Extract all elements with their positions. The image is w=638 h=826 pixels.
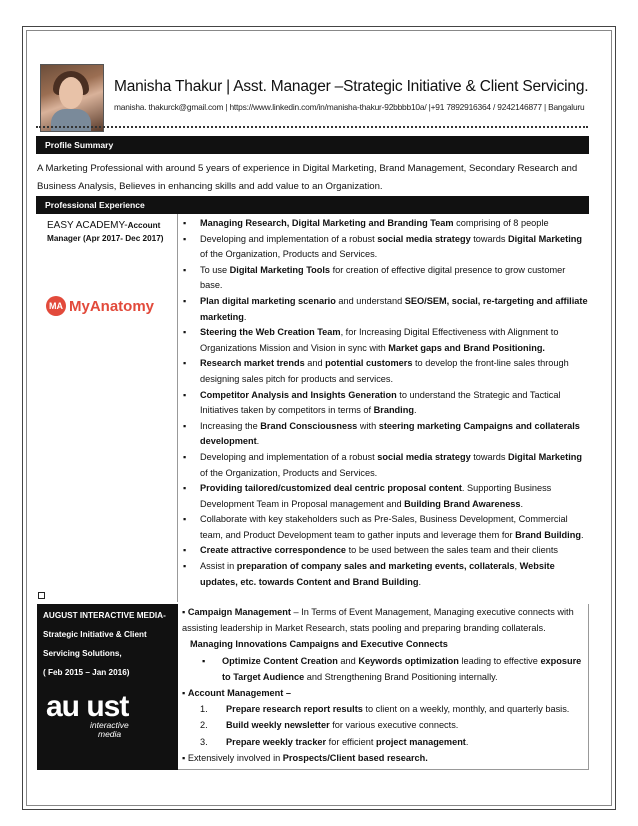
job1-bullet: ▪ Developing and implementation of a robust social media strategy towards Digital Marketing of the Organization, Products and Services. — [178, 450, 589, 481]
job2-details — [178, 604, 589, 766]
prospects-research: ▪ Extensively involved in Prospects/Client based research. — [182, 752, 428, 763]
campaign-management: ▪ Campaign Management – In Terms of Event Management, Managing executive connects with assisting leadership in Market Research, stats pooling and preparing branding collaterals. — [182, 607, 574, 634]
job1-bullet: ▪ Increasing the Brand Consciousness with steering marketing Campaigns and collaterals development. — [178, 419, 589, 450]
dotted-divider — [36, 126, 588, 128]
account-task-item: 1. Prepare research report results to client on a weekly, monthly, and quarterly basis. — [200, 704, 570, 715]
job1-company: EASY ACADEMY-Account — [47, 220, 161, 231]
profile-summary-text: A Marketing Professional with around 5 years of experience in Digital Marketing, Brand Management, Secondary Research and Business Analysis, Believes in enhancing skills and add value to an Organization. — [37, 163, 578, 192]
job1-bullet: ▪ Providing tailored/customized deal centric proposal content. Supporting Business Development Team in Proposal management and Building Brand Awareness. — [178, 481, 589, 512]
name-title: Manisha Thakur | Asst. Manager –Strategic Initiative & Client Servicing. — [114, 78, 589, 95]
job1-bullet: ▪ Steering the Web Creation Team, for Increasing Digital Effectiveness with Alignment to Organizations Mission and Vision in sync with Market gaps and Brand Positioning. — [178, 325, 589, 356]
job1-bullet: ▪ Assist in preparation of company sales and marketing events, collaterals, Website updates, etc. towards Content and Brand Building. — [178, 559, 589, 590]
job1-left-column — [37, 214, 178, 602]
august-logo — [46, 692, 152, 742]
job2-dates: ( Feb 2015 – Jan 2016) — [43, 668, 130, 677]
checkbox-marker — [38, 592, 45, 599]
profile-photo — [40, 64, 104, 132]
job1-bullet: ▪ Developing and implementation of a robust social media strategy towards Digital Marketing of the Organization, Products and Services. — [178, 232, 589, 263]
job1-bullet: ▪ Collaborate with key stakeholders such as Pre-Sales, Business Development, Commercial team, and Product Development team to gather inputs and leverage them for Brand Building. — [178, 512, 589, 543]
job1-role-dates: Manager (Apr 2017- Dec 2017) — [47, 234, 164, 243]
job2-role-line1: Strategic Initiative & Client — [43, 630, 147, 639]
job1-bullet: ▪ Competitor Analysis and Insights Generation to understand the Strategic and Tactical Initiatives taken by competitors in terms of Branding. — [178, 388, 589, 419]
campaign-sub-bullet: ▪ Optimize Content Creation and Keywords optimization leading to effective exposure to Target Audience and Strengthening Brand Positioning internally. — [202, 655, 582, 682]
job1-bullet: ▪ Create attractive correspondence to be used between the sales team and their clients — [178, 543, 589, 559]
job1-bullets — [178, 216, 589, 590]
profile-summary-heading: Profile Summary — [36, 136, 589, 154]
job1-bullet: ▪ Managing Research, Digital Marketing and Branding Team comprising of 8 people — [178, 216, 589, 232]
myanatomy-logo — [46, 296, 154, 316]
august-logo-sub2: media — [98, 729, 122, 739]
job2-company: AUGUST INTERACTIVE MEDIA- — [43, 611, 166, 620]
professional-experience-heading: Professional Experience — [36, 196, 589, 214]
myanatomy-logo-mark: MA — [46, 296, 66, 316]
account-task-item: 2. Build weekly newsletter for various executive connects. — [200, 720, 459, 731]
account-management: ▪ Account Management – — [182, 688, 291, 699]
account-management-list — [178, 701, 589, 750]
job1-bullet: ▪ Plan digital marketing scenario and understand SEO/SEM, social, re-targeting and affiliate marketing. — [178, 294, 589, 325]
account-task-item: 3. Prepare weekly tracker for efficient project management. — [200, 736, 469, 747]
august-logo-sub1: interactive — [90, 720, 129, 730]
job2-left-column — [37, 604, 178, 770]
job1-bullet: ▪ To use Digital Marketing Tools for creation of effective digital presence to grow customer base. — [178, 263, 589, 294]
job2-role-line2: Servicing Solutions, — [43, 649, 122, 658]
job1-bullet: ▪ Research market trends and potential customers to develop the front-line sales through designing sales pitch for products and services. — [178, 356, 589, 387]
campaign-sub-title: Managing Innovations Campaigns and Executive Connects — [190, 639, 448, 650]
contact-info: manisha. thakurck@gmail.com | https://www.linkedin.com/in/manisha-thakur-92bbbb10a/ |+91 7892916364 / 9242146877 | Bangaluru — [114, 102, 585, 112]
myanatomy-logo-word: MyAnatomy — [69, 297, 155, 315]
august-logo-word: au ust — [46, 690, 129, 723]
